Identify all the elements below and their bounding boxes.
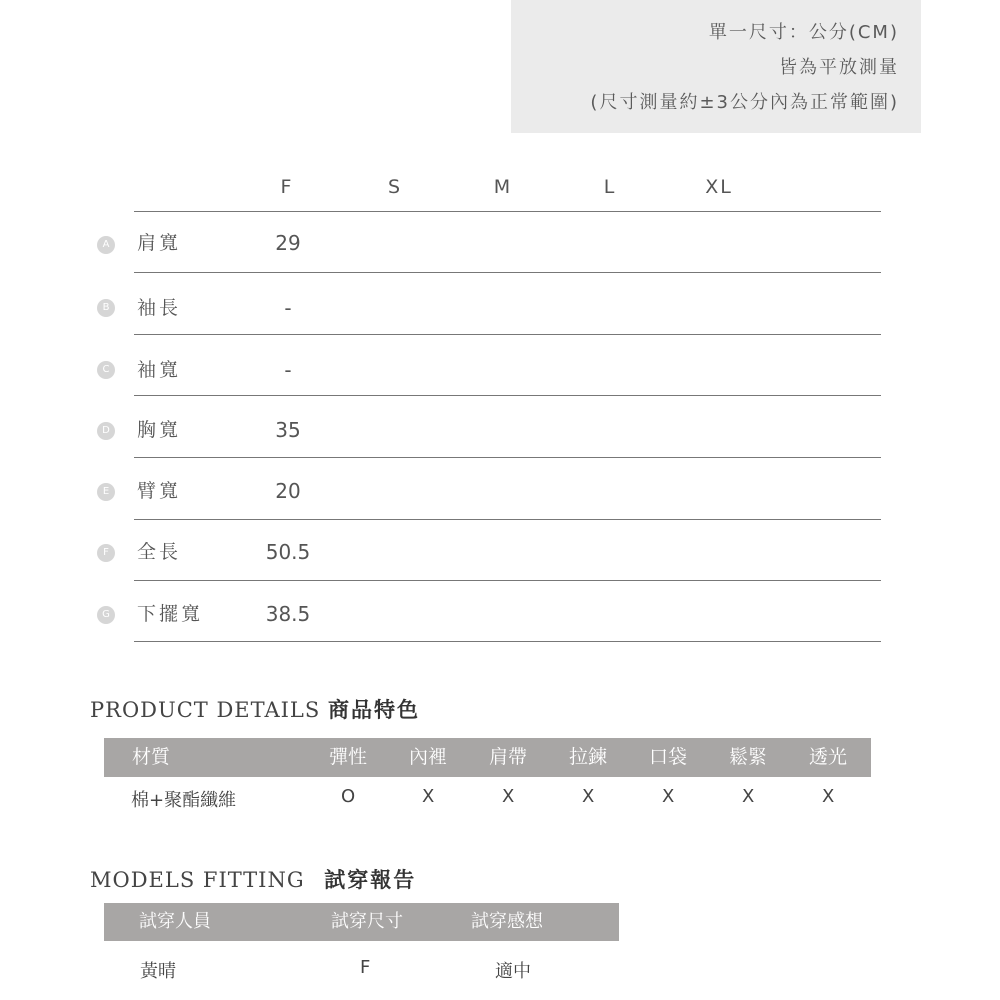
note-method: 皆為平放測量 xyxy=(779,57,899,78)
row-divider xyxy=(134,519,881,520)
row-label: 袖長 xyxy=(137,297,182,319)
row-divider xyxy=(134,334,881,335)
row-label: 下擺寬 xyxy=(137,603,204,625)
header-feedback: 試穿感想 xyxy=(471,911,543,932)
header-sheer: 透光 xyxy=(809,746,848,768)
row-label: 肩寬 xyxy=(137,232,182,254)
size-row-hem xyxy=(0,603,1000,627)
models-fitting-title xyxy=(90,864,416,894)
row-value-f: - xyxy=(284,358,292,382)
badge-c: C xyxy=(97,361,115,379)
header-lining: 內裡 xyxy=(409,746,448,768)
size-row-chest xyxy=(0,419,1000,443)
value-zipper: X xyxy=(582,786,595,807)
row-divider xyxy=(134,395,881,396)
row-label: 全長 xyxy=(137,541,182,563)
row-value-f: 38.5 xyxy=(265,602,311,626)
value-model: 黃晴 xyxy=(140,961,176,982)
value-stretch: O xyxy=(341,786,356,807)
product-details-title-zh: 商品特色 xyxy=(327,698,420,722)
row-value-f: 35 xyxy=(275,418,301,442)
size-col-m: M xyxy=(493,176,513,198)
size-col-f: F xyxy=(280,176,294,198)
header-material: 材質 xyxy=(132,746,171,768)
header-model: 試穿人員 xyxy=(139,911,211,932)
row-value-f: - xyxy=(284,296,292,320)
product-details-title-en: PRODUCT DETAILS xyxy=(90,698,321,722)
header-stretch: 彈性 xyxy=(329,746,368,768)
row-divider xyxy=(134,580,881,581)
size-col-s: S xyxy=(387,176,403,198)
product-details-header xyxy=(104,738,871,777)
value-sheer: X xyxy=(822,786,835,807)
row-label: 袖寬 xyxy=(137,359,182,381)
badge-g: G xyxy=(97,606,115,624)
badge-f: F xyxy=(97,544,115,562)
row-label: 臂寬 xyxy=(137,480,182,502)
value-pocket: X xyxy=(662,786,675,807)
models-fitting-title-en: MODELS FITTING xyxy=(90,868,305,892)
badge-d: D xyxy=(97,422,115,440)
size-header-divider xyxy=(134,211,881,212)
models-fitting-title-zh: 試穿報告 xyxy=(324,868,417,892)
row-value-f: 50.5 xyxy=(265,540,311,564)
size-row-sleeve-length xyxy=(0,297,1000,321)
header-pocket: 口袋 xyxy=(649,746,688,768)
size-row-shoulder xyxy=(0,232,1000,256)
value-feedback: 適中 xyxy=(495,961,531,982)
header-straps: 肩帶 xyxy=(489,746,528,768)
value-material: 棉+聚酯纖維 xyxy=(131,790,237,811)
row-divider xyxy=(134,272,881,273)
badge-b: B xyxy=(97,299,115,317)
header-zipper: 拉鍊 xyxy=(569,746,608,768)
size-row-sleeve-width xyxy=(0,359,1000,383)
models-fitting-header xyxy=(104,903,619,941)
product-details-title xyxy=(90,694,420,724)
size-col-l: L xyxy=(603,176,617,198)
badge-a: A xyxy=(97,236,115,254)
row-divider xyxy=(134,641,881,642)
row-divider xyxy=(134,457,881,458)
size-row-length xyxy=(0,541,1000,565)
measurement-note xyxy=(511,0,921,133)
models-fitting-row xyxy=(104,957,619,981)
value-elastic: X xyxy=(742,786,755,807)
row-label: 胸寬 xyxy=(137,419,182,441)
header-size: 試穿尺寸 xyxy=(331,911,403,932)
value-straps: X xyxy=(502,786,515,807)
note-tolerance: (尺寸測量約±3公分內為正常範圍) xyxy=(590,92,899,113)
product-details-row xyxy=(104,786,871,810)
size-col-xl: XL xyxy=(705,176,733,198)
badge-e: E xyxy=(97,483,115,501)
row-value-f: 20 xyxy=(275,479,301,503)
size-row-arm xyxy=(0,480,1000,504)
note-unit: 單一尺寸：公分(CM) xyxy=(708,22,899,43)
row-value-f: 29 xyxy=(275,231,301,255)
value-size: F xyxy=(360,957,371,978)
value-lining: X xyxy=(422,786,435,807)
header-elastic: 鬆緊 xyxy=(729,746,768,768)
